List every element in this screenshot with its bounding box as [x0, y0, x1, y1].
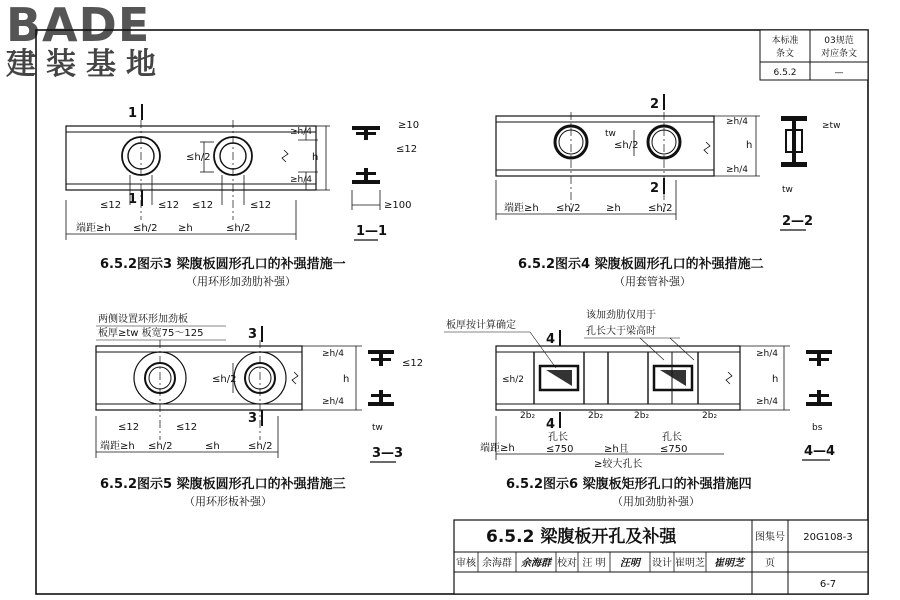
fig4-dim-end: 端距≥h: [504, 203, 539, 214]
fig3-dim-12-a: ≤12: [100, 200, 122, 211]
design-signature: 崔明芝: [714, 558, 744, 569]
fig6-dim-h4-top: ≥h/4: [756, 349, 779, 359]
design-name: 崔明芝: [675, 558, 705, 569]
fig5-section-mark-bottom: 3: [248, 411, 258, 426]
fig3-dim-12-d: ≤12: [250, 200, 272, 211]
title-main: 6.5.2 梁腹板开孔及补强: [486, 527, 677, 547]
design-label: 设计: [652, 558, 672, 569]
fig6-elevation: [480, 330, 790, 470]
sheet-border: [36, 30, 868, 594]
fig6-dim-ge-h-and: ≥h且: [604, 444, 629, 455]
fig5-dim-tw: tw: [372, 423, 383, 433]
fig4-caption: 6.5.2图示4 梁腹板圆形孔口的补强措施二: [518, 257, 764, 272]
fig6-dim-hole-len-b: 孔长: [662, 432, 682, 443]
fig4-dim-tw-sec: tw: [782, 185, 793, 195]
fig4-subcaption: （用套管补强）: [614, 275, 691, 288]
fig6-note-right-1: 该加劲肋仅用于: [586, 310, 656, 321]
fig4-dim-ge-tw: ≥tw: [822, 121, 841, 131]
fig3-dim-half-h-vert: ≤h/2: [186, 152, 211, 163]
fig6-dim-2b-b: 2b₂: [588, 411, 604, 421]
fig3-caption: 6.5.2图示3 梁腹板圆形孔口的补强措施一: [100, 257, 346, 272]
fig5-dim-12-a: ≤12: [118, 422, 140, 433]
fig3-dim-12-c: ≤12: [192, 200, 214, 211]
fig6-note-left: 板厚按计算确定: [446, 320, 516, 331]
fig5-elevation: [96, 326, 362, 458]
fig3-section: [352, 120, 419, 240]
fig3-section-mark-bottom: 1: [128, 192, 138, 207]
fig5-caption: 6.5.2图示5 梁腹板圆形孔口的补强措施三: [100, 477, 346, 492]
fig4-dim-half-h-vert: ≤h/2: [614, 140, 639, 151]
fig3-subcaption: （用环形加劲肋补强）: [186, 275, 296, 288]
fig6-dim-2b-a: 2b₂: [520, 411, 536, 421]
ref-col2-header-l1: 03规范: [824, 36, 854, 46]
fig5-dim-h: h: [343, 374, 350, 385]
fig5-section-label: 3—3: [372, 446, 404, 461]
fig3-dim-ge-h: ≥h: [178, 223, 193, 234]
ref-col2-header-l2: 对应条文: [820, 49, 858, 59]
fig6-dim-h: h: [772, 374, 779, 385]
fig6-dim-half-h: ≤h/2: [502, 375, 525, 385]
fig3-dim-100: ≥100: [384, 200, 412, 211]
ref-table: [760, 30, 868, 80]
fig5-dim-12-b: ≤12: [176, 422, 198, 433]
fig6-dim-larger: ≥较大孔长: [594, 459, 643, 470]
brand-subtitle: 建装基地: [6, 47, 166, 82]
fig5-dim-half-h-vert: ≤h/2: [212, 374, 237, 385]
fig5-dim-h4-bottom: ≥h/4: [322, 397, 345, 407]
fig4-section: [780, 116, 840, 230]
fig4-section-label: 2—2: [782, 214, 814, 229]
fig5-subcaption: （用环形板补强）: [184, 495, 272, 508]
check-label: 校对: [557, 558, 577, 569]
fig6-subcaption: （用加劲肋补强）: [612, 495, 700, 508]
fig5-section-mark-top: 3: [248, 327, 258, 342]
fig6-dim-hole-len-a: 孔长: [548, 432, 568, 443]
fig3-dim-h: h: [312, 152, 319, 163]
ref-col2-value: —: [834, 68, 844, 78]
fig5-dim-lt-h: ≤h: [205, 441, 220, 452]
fig5-section: [368, 350, 423, 462]
fig6-dim-h4-bottom: ≥h/4: [756, 397, 779, 407]
fig5-dim-h4-top: ≥h/4: [322, 349, 345, 359]
fig5-dim-half-h-b: ≤h/2: [248, 441, 273, 452]
fig3-elevation: [66, 104, 330, 240]
review-signature: 余海群: [521, 558, 551, 569]
fig3-dim-10: ≥10: [398, 120, 420, 131]
fig5-dim-end: 端距≥h: [100, 441, 135, 452]
fig4-dim-tw: tw: [605, 129, 616, 139]
fig5-dim-12-sec: ≤12: [402, 358, 424, 369]
fig6-dim-750-a: ≤750: [546, 444, 574, 455]
fig4-dim-h4-bottom: ≥h/4: [726, 165, 749, 175]
atlas-label: 图集号: [755, 532, 785, 543]
page-label: 页: [765, 558, 775, 569]
fig3-section-mark-top: 1: [128, 106, 138, 121]
fig6-caption: 6.5.2图示6 梁腹板矩形孔口的补强措施四: [506, 477, 752, 492]
fig5-note-line1: 两侧设置环形加劲板: [98, 314, 188, 325]
fig5-note-line2: 板厚≥tw 板宽75～125: [98, 328, 204, 339]
page-no: 6-7: [819, 579, 837, 590]
title-block: [454, 520, 868, 594]
fig6-dim-end: 端距≥h: [480, 443, 515, 454]
fig3-dim-h4-top: ≥h/4: [290, 127, 313, 137]
fig6-note-right-2: 孔长大于梁高时: [586, 326, 656, 337]
brand-logo-text: BADE: [6, 0, 151, 52]
fig4-dim-half-h-a: ≤h/2: [556, 203, 581, 214]
fig4-dim-half-h-b: ≤h/2: [648, 203, 673, 214]
review-name: 余海群: [482, 558, 512, 569]
fig3-dim-half-h-a: ≤h/2: [133, 223, 158, 234]
fig6-section-label: 4—4: [804, 444, 836, 459]
check-name: 汪 明: [582, 558, 606, 569]
fig6-section-mark-bottom: 4: [546, 417, 556, 432]
fig6-dim-bs: bs: [812, 423, 823, 433]
fig6-section-mark-top: 4: [546, 332, 556, 347]
fig5-dim-half-h-a: ≤h/2: [148, 441, 173, 452]
ref-col1-header-l1: 本标准: [771, 36, 799, 46]
atlas-no: 20G108-3: [803, 532, 853, 543]
fig6-dim-2b-d: 2b₂: [702, 411, 718, 421]
review-label: 审核: [456, 558, 476, 569]
fig3-dim-half-h-b: ≤h/2: [226, 223, 251, 234]
fig4-section-mark-bottom: 2: [650, 181, 660, 196]
fig3-dim-h4-bottom: ≥h/4: [290, 175, 313, 185]
fig6-dim-2b-c: 2b₂: [634, 411, 650, 421]
check-signature: 汪明: [620, 558, 640, 569]
fig3-dim-end: 端距≥h: [76, 223, 111, 234]
fig3-section-label: 1—1: [356, 224, 388, 239]
ref-col1-value: 6.5.2: [773, 68, 797, 78]
ref-col1-header-l2: 条文: [775, 49, 795, 59]
fig4-dim-h4-top: ≥h/4: [726, 117, 749, 127]
fig4-section-mark-top: 2: [650, 97, 660, 112]
fig3-dim-lt12: ≤12: [396, 144, 418, 155]
fig4-elevation: [496, 94, 760, 220]
fig4-dim-ge-h: ≥h: [606, 203, 621, 214]
fig6-section: [802, 350, 835, 460]
fig6-dim-750-b: ≤750: [660, 444, 688, 455]
fig4-dim-h: h: [746, 140, 753, 151]
fig3-dim-12-b: ≤12: [158, 200, 180, 211]
